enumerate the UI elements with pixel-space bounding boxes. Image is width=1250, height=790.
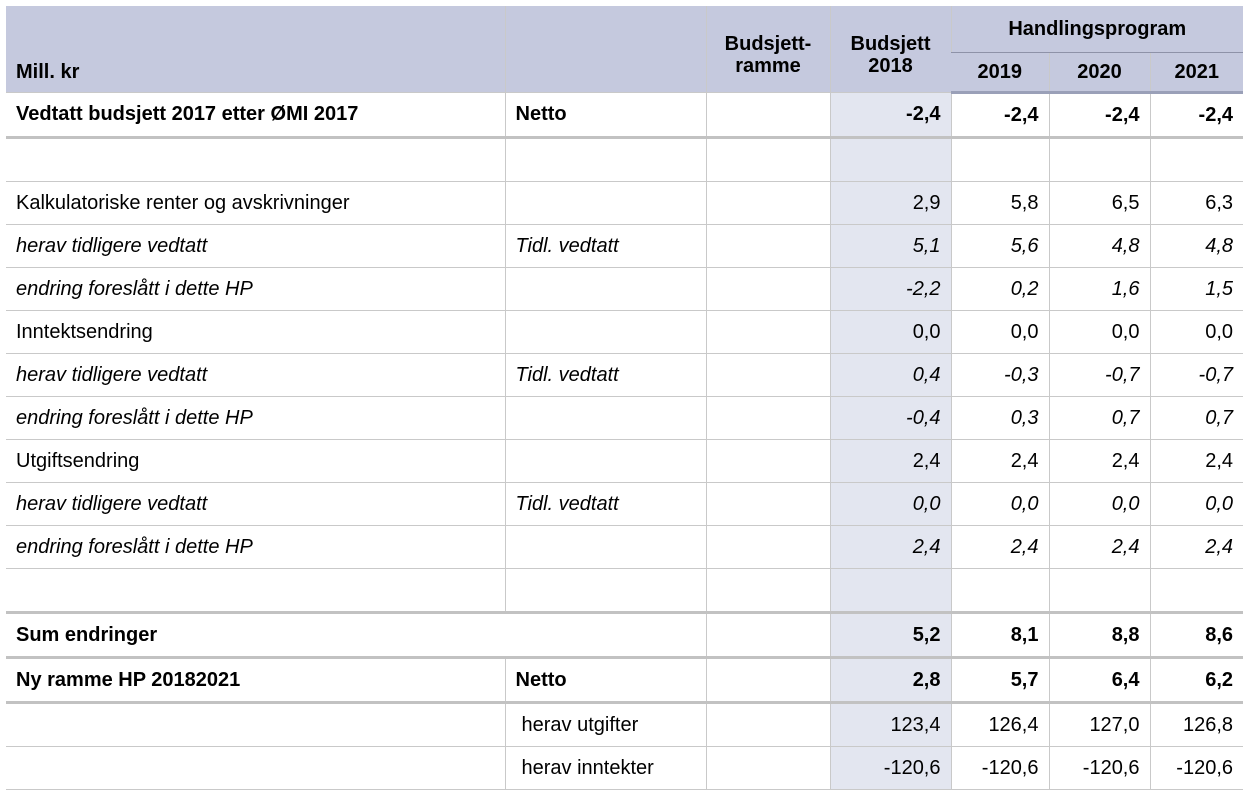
row-budsjett-2018: 0,4 <box>830 354 951 397</box>
row-2021: -0,7 <box>1150 354 1243 397</box>
row-budsjett-2018: -2,2 <box>830 268 951 311</box>
row-2021: 6,2 <box>1150 658 1243 703</box>
row-ramme <box>706 703 830 747</box>
row-type <box>505 526 706 569</box>
row-label: endring foreslått i dette HP <box>6 268 505 311</box>
row-2020 <box>1049 138 1150 182</box>
row-2019: 0,2 <box>951 268 1049 311</box>
table-row <box>6 182 1243 225</box>
row-2019 <box>951 569 1049 613</box>
row-budsjett-2018: 0,0 <box>830 483 951 526</box>
row-type <box>505 440 706 483</box>
row-label <box>6 747 505 790</box>
row-2020: 1,6 <box>1049 268 1150 311</box>
table-row <box>6 526 1243 569</box>
row-label: Ny ramme HP 20182021 <box>6 658 505 703</box>
row-ramme <box>706 569 830 613</box>
row-2021: 2,4 <box>1150 526 1243 569</box>
row-2021 <box>1150 138 1243 182</box>
row-type <box>505 268 706 311</box>
row-2019 <box>951 138 1049 182</box>
row-type: Netto <box>505 93 706 138</box>
row-2020: 4,8 <box>1049 225 1150 268</box>
row-label: Vedtatt budsjett 2017 etter ØMI 2017 <box>6 93 505 138</box>
row-type: Tidl. vedtatt <box>505 225 706 268</box>
row-2020: -2,4 <box>1049 93 1150 138</box>
table-row <box>6 397 1243 440</box>
row-ramme <box>706 268 830 311</box>
row-2021: -2,4 <box>1150 93 1243 138</box>
row-2020: 2,4 <box>1049 526 1150 569</box>
row-2020: 0,0 <box>1049 483 1150 526</box>
row-ramme <box>706 747 830 790</box>
table-row <box>6 483 1243 526</box>
row-label: herav tidligere vedtatt <box>6 225 505 268</box>
row-2021: 0,7 <box>1150 397 1243 440</box>
row-2019: 8,1 <box>951 613 1049 658</box>
row-2020: 6,4 <box>1049 658 1150 703</box>
row-label: Inntektsendring <box>6 311 505 354</box>
row-2019: 5,6 <box>951 225 1049 268</box>
table-row <box>6 747 1243 790</box>
year-2021-header: 2021 <box>1150 53 1243 93</box>
row-2019: 0,3 <box>951 397 1049 440</box>
row-budsjett-2018 <box>830 569 951 613</box>
ramme-header-line2: ramme <box>735 55 801 77</box>
row-budsjett-2018: -2,4 <box>830 93 951 138</box>
row-2020: -120,6 <box>1049 747 1150 790</box>
row-label: Sum endringer <box>6 613 706 658</box>
table-row <box>6 311 1243 354</box>
row-ramme <box>706 526 830 569</box>
row-2019: 5,8 <box>951 182 1049 225</box>
row-2019: 0,0 <box>951 311 1049 354</box>
table-row <box>6 658 1243 703</box>
row-ramme <box>706 354 830 397</box>
row-2019: -0,3 <box>951 354 1049 397</box>
table-row <box>6 613 1243 658</box>
table-row <box>6 225 1243 268</box>
table-row <box>6 569 1243 613</box>
row-budsjett-2018 <box>830 138 951 182</box>
ramme-header-line1: Budsjett- <box>724 33 812 55</box>
row-label: Kalkulatoriske renter og avskrivninger <box>6 182 505 225</box>
row-type <box>505 397 706 440</box>
budsjett-header-line2: 2018 <box>868 55 913 77</box>
row-type: Tidl. vedtatt <box>505 483 706 526</box>
type-column-header <box>505 6 706 93</box>
row-type <box>505 138 706 182</box>
row-2021: 1,5 <box>1150 268 1243 311</box>
row-type: herav utgifter <box>505 703 706 747</box>
row-label: endring foreslått i dette HP <box>6 397 505 440</box>
row-ramme <box>706 440 830 483</box>
row-ramme <box>706 658 830 703</box>
table-row <box>6 354 1243 397</box>
row-ramme <box>706 397 830 440</box>
row-ramme <box>706 483 830 526</box>
row-type: Tidl. vedtatt <box>505 354 706 397</box>
row-budsjett-2018: 5,2 <box>830 613 951 658</box>
row-label <box>6 138 505 182</box>
row-2019: 2,4 <box>951 440 1049 483</box>
row-2019: 2,4 <box>951 526 1049 569</box>
table-row <box>6 93 1243 138</box>
row-2020: -0,7 <box>1049 354 1150 397</box>
row-budsjett-2018: 2,9 <box>830 182 951 225</box>
row-2019: 126,4 <box>951 703 1049 747</box>
row-budsjett-2018: 123,4 <box>830 703 951 747</box>
row-label: endring foreslått i dette HP <box>6 526 505 569</box>
row-budsjett-2018: 0,0 <box>830 311 951 354</box>
year-2019-header: 2019 <box>951 53 1049 93</box>
row-type <box>505 311 706 354</box>
row-2021: 8,6 <box>1150 613 1243 658</box>
handlingsprogram-group-header: Handlingsprogram <box>951 6 1243 53</box>
row-label <box>6 569 505 613</box>
row-2020: 0,0 <box>1049 311 1150 354</box>
row-budsjett-2018: 2,4 <box>830 440 951 483</box>
year-2020-header: 2020 <box>1049 53 1150 93</box>
unit-label: Mill. kr <box>6 6 505 93</box>
row-2021: 4,8 <box>1150 225 1243 268</box>
row-ramme <box>706 182 830 225</box>
row-label <box>6 703 505 747</box>
row-2021: 0,0 <box>1150 483 1243 526</box>
row-2020: 8,8 <box>1049 613 1150 658</box>
ramme-column-header <box>706 6 830 93</box>
table-row <box>6 440 1243 483</box>
row-2020: 6,5 <box>1049 182 1150 225</box>
row-2019: 0,0 <box>951 483 1049 526</box>
row-ramme <box>706 138 830 182</box>
row-budsjett-2018: -0,4 <box>830 397 951 440</box>
row-2021 <box>1150 569 1243 613</box>
row-ramme <box>706 311 830 354</box>
row-label: herav tidligere vedtatt <box>6 483 505 526</box>
row-2021: 0,0 <box>1150 311 1243 354</box>
row-type: herav inntekter <box>505 747 706 790</box>
row-2021: 6,3 <box>1150 182 1243 225</box>
row-budsjett-2018: 2,8 <box>830 658 951 703</box>
row-2019: -2,4 <box>951 93 1049 138</box>
table-row <box>6 138 1243 182</box>
row-2020: 127,0 <box>1049 703 1150 747</box>
row-label: Utgiftsendring <box>6 440 505 483</box>
row-type <box>505 569 706 613</box>
row-2019: 5,7 <box>951 658 1049 703</box>
row-budsjett-2018: 5,1 <box>830 225 951 268</box>
table-row <box>6 268 1243 311</box>
table-body <box>6 93 1243 790</box>
row-ramme <box>706 93 830 138</box>
row-2020 <box>1049 569 1150 613</box>
row-2019: -120,6 <box>951 747 1049 790</box>
row-budsjett-2018: 2,4 <box>830 526 951 569</box>
row-budsjett-2018: -120,6 <box>830 747 951 790</box>
budsjett-2018-column-header <box>830 6 951 93</box>
budget-table <box>6 6 1243 790</box>
row-type <box>505 182 706 225</box>
table-row <box>6 703 1243 747</box>
table-header <box>6 6 1243 93</box>
row-2021: -120,6 <box>1150 747 1243 790</box>
row-2020: 2,4 <box>1049 440 1150 483</box>
row-ramme <box>706 225 830 268</box>
budsjett-header-line1: Budsjett <box>850 33 931 55</box>
row-2020: 0,7 <box>1049 397 1150 440</box>
row-type: Netto <box>505 658 706 703</box>
row-label: herav tidligere vedtatt <box>6 354 505 397</box>
row-2021: 126,8 <box>1150 703 1243 747</box>
row-ramme <box>706 613 830 658</box>
row-2021: 2,4 <box>1150 440 1243 483</box>
